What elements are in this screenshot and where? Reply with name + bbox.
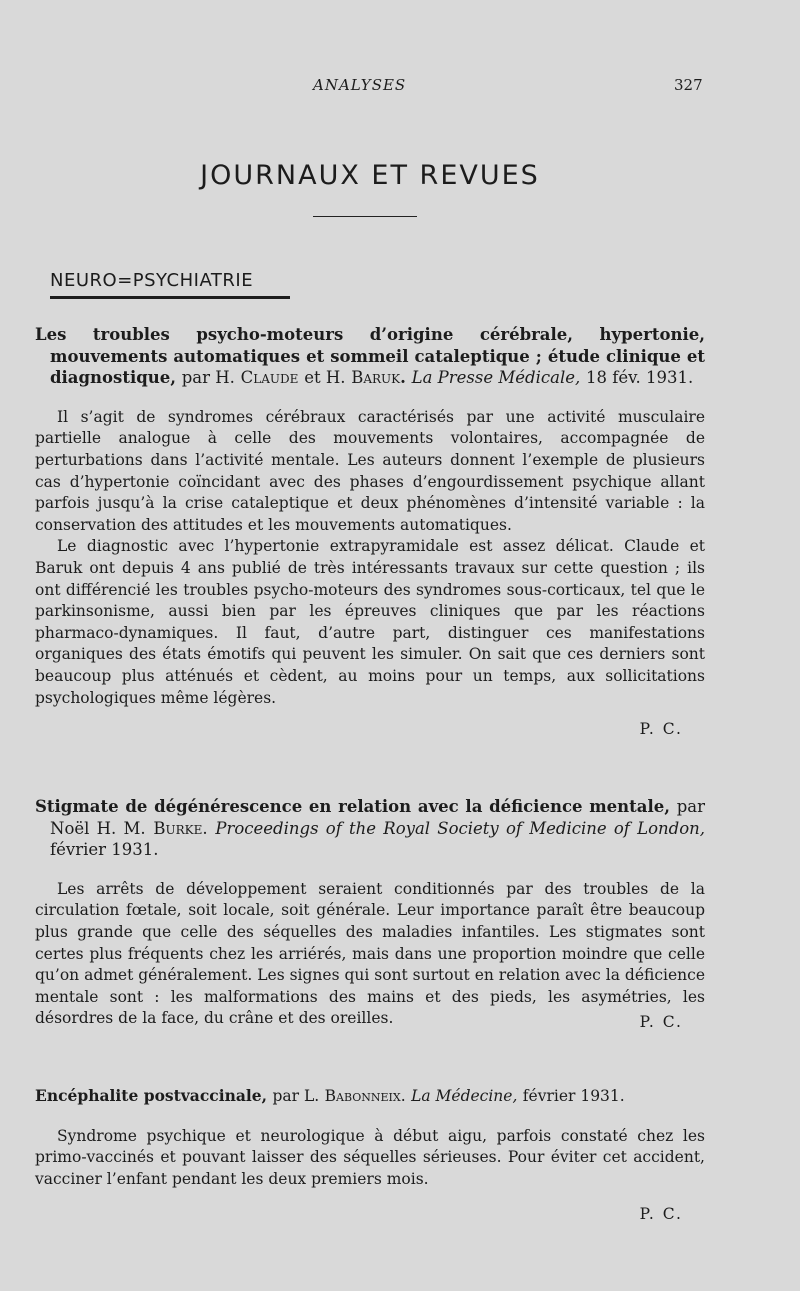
- section-heading: NEURO=PSYCHIATRIE: [50, 270, 290, 299]
- article-by: par Noël H. M.: [50, 797, 705, 838]
- article-by: par H.: [181, 368, 235, 388]
- article-paragraph: Syndrome psychique et neurologique à début aigu, parfois constaté chez les primo-vaccinés et pouvant laisser des séquelles sérieuses. Pour éviter cet accident, vacciner l’enfant pendant les deux premiers mois.: [35, 1126, 705, 1188]
- article-date: février 1931.: [50, 840, 159, 860]
- running-title: ANALYSES: [313, 76, 407, 94]
- article-body: [35, 879, 705, 1034]
- article-publication: Proceedings of the Royal Society of Medicine of London,: [215, 818, 706, 838]
- running-header: [0, 76, 800, 100]
- article-author: Baruk: [351, 368, 401, 388]
- article-date: février 1931.: [522, 1087, 625, 1105]
- article-publication: La Presse Médicale,: [411, 368, 581, 388]
- article-claude-baruk: [35, 324, 705, 741]
- page-title: JOURNAUX ET REVUES: [200, 160, 540, 191]
- article-author: Babonneix: [324, 1087, 401, 1105]
- article-burke: [35, 796, 705, 1034]
- article-title-text: Les troubles psycho-moteurs d’origine cérébrale, hypertonie, mouvements automatiques et sommeil cataleptique ; étude clinique et diagnostique,: [35, 325, 705, 388]
- article-and: et H.: [304, 368, 346, 388]
- article-body: [35, 1126, 705, 1226]
- page-number: 327: [674, 76, 703, 94]
- article-title: Stigmate de dégénérescence en relation avec la déficience mentale, par Noël H. M. Burke. Proceedings of the Royal Society of Medicine of London, février 1931.: [35, 797, 706, 860]
- article-title: Les troubles psycho-moteurs d’origine cérébrale, hypertonie, mouvements automatiques et sommeil cataleptique ; étude clinique et diagnostique, par H. Claude et H. Baruk. La Presse Médicale, 18 fév. 1931.: [35, 325, 705, 388]
- article-title-text: Encéphalite postvaccinale,: [35, 1086, 268, 1105]
- reviewer-initials: P. C.: [639, 720, 683, 739]
- article-title: Encéphalite postvaccinale, par L. Babonneix. La Médecine, février 1931.: [35, 1086, 625, 1105]
- reviewer-initials: P. C.: [639, 1205, 683, 1224]
- article-publication: La Médecine,: [411, 1087, 518, 1105]
- article-paragraph: Les arrêts de développement seraient conditionnés par des troubles de la circulation fœtale, soit locale, soit générale. Leur importance paraît être beaucoup plus grande que celle des séquelles des maladies infantiles. Les stigmates sont certes plus fréquents chez les arriérés, mais dans une proportion moindre que celle qu’on admet généralement. Les signes qui sont surtout en relation avec la déficience mentale sont : les malformations des mains et des pieds, les asymétries, les désordres de la face, du crâne et des oreilles.: [35, 879, 705, 1028]
- article-paragraph: Il s’agit de syndromes cérébraux caractérisés par une activité musculaire partielle analogue à celle des mouvements volontaires, accompagnée de perturbations dans l’activité mentale. Les auteurs donnent l’exemple de plusieurs cas d’hypertonie coïncidant avec des phases d’engourdissement psychique allant parfois jusqu’à la crise cataleptique et deux phénomènes d’intensité variable : la conservation des attitudes et les mouvements automatiques.: [35, 407, 705, 534]
- reviewer-initials: P. C.: [639, 1012, 683, 1031]
- title-divider: [313, 216, 417, 217]
- article-paragraph: Le diagnostic avec l’hypertonie extrapyramidale est assez délicat. Claude et Baruk ont depuis 4 ans publié de très intéressants travaux sur cette question ; ils ont différencié les troubles psycho-moteurs des syndromes sous-corticaux, tel que le parkinsonisme, aussi bien par les épreuves cliniques que par les réactions pharmaco-dynamiques. Il faut, d’autre part, distinguer ces manifestations organiques des états émotifs qui peuvent les simuler. On sait que ces derniers sont beaucoup plus atténués et cèdent, au moins pour un temps, aux sollicitations psychologiques même légères.: [35, 537, 705, 707]
- article-by: par L.: [272, 1087, 320, 1105]
- article-title-text: Stigmate de dégénérescence en relation avec la déficience mentale,: [35, 797, 670, 816]
- article-date: 18 fév. 1931.: [585, 368, 694, 388]
- article-author: Burke: [153, 818, 203, 838]
- article-author: Claude: [240, 368, 299, 388]
- article-body: [35, 407, 705, 741]
- article-babonneix: [35, 1085, 705, 1226]
